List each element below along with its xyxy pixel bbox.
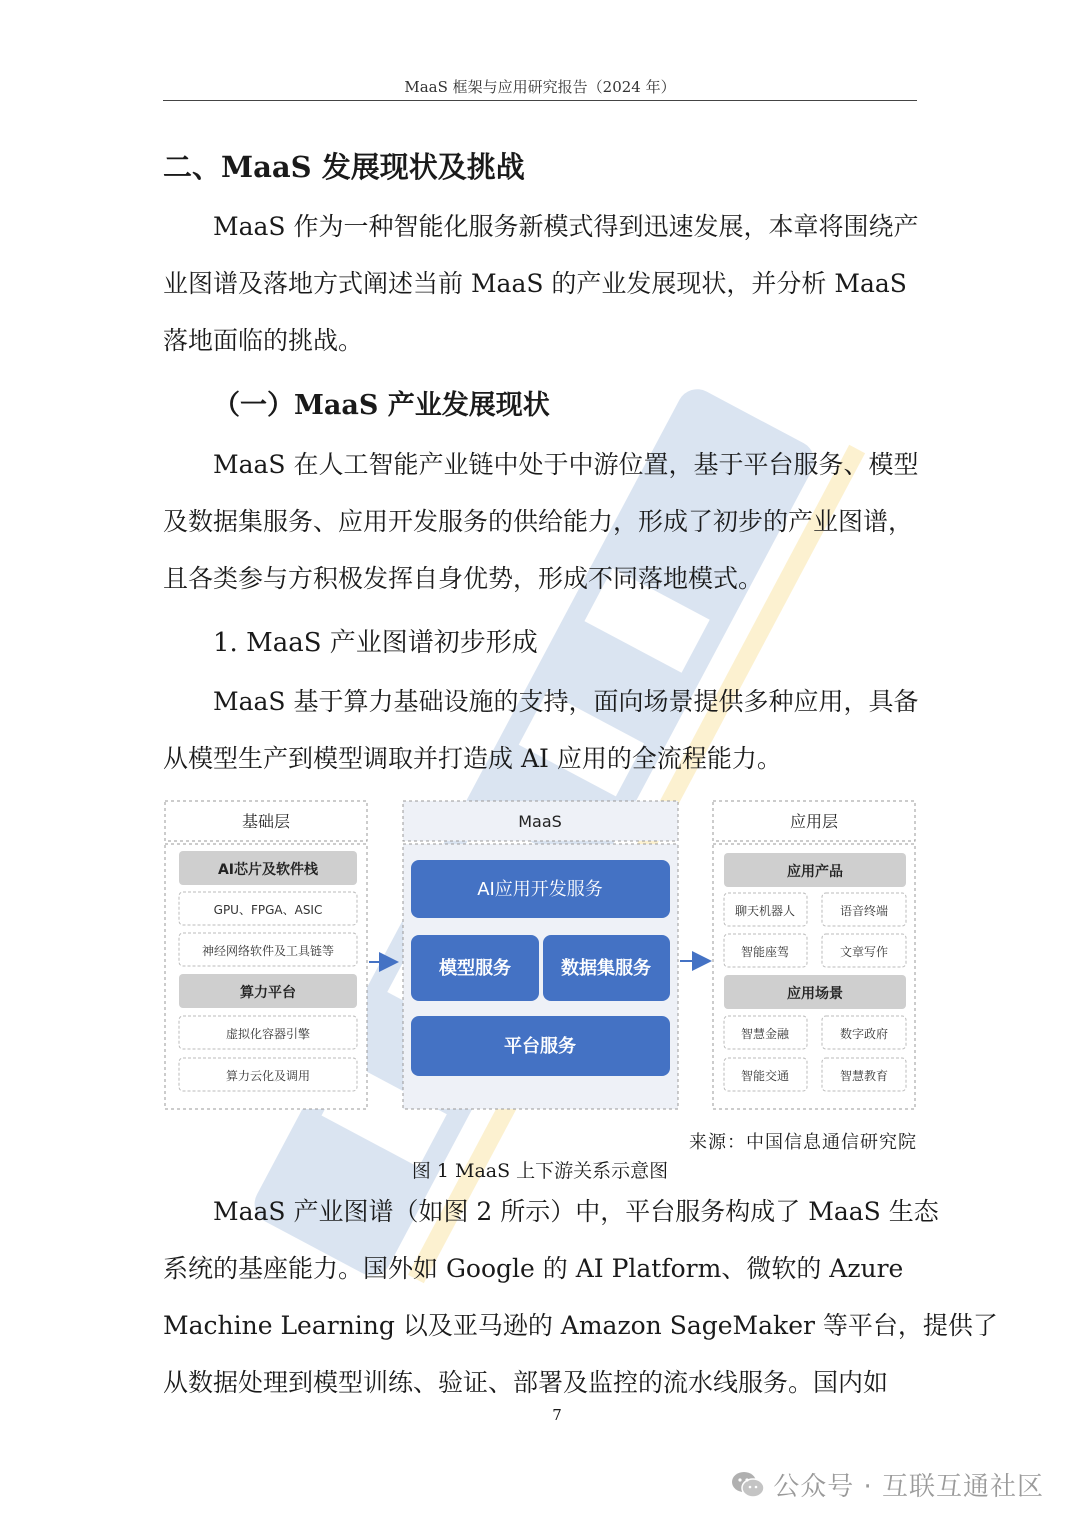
- right-title: 应用层: [789, 812, 839, 831]
- left-item: GPU、FPGA、ASIC: [213, 903, 323, 917]
- left-group2-label: 算力平台: [240, 985, 296, 1001]
- paragraph-1: [163, 198, 917, 369]
- left-item: 虚拟化容器引擎: [225, 1027, 311, 1041]
- text-line: Machine Learning 以及亚马逊的 Amazon SageMaker 等平台，提供了: [163, 1311, 998, 1340]
- left-group1-label: AI芯片及软件栈: [217, 862, 319, 878]
- left-item: 算力云化及调用: [225, 1069, 311, 1083]
- right-group1-label: 应用产品: [787, 864, 843, 880]
- paragraph-2: [163, 436, 917, 607]
- dataset-service-label: 数据集服务: [561, 958, 651, 979]
- right-item: 智能交通: [740, 1069, 790, 1083]
- figure-source: 来源：中国信息通信研究院: [689, 1132, 917, 1153]
- right-group2-label: 应用场景: [787, 986, 843, 1002]
- running-header: MaaS 框架与应用研究报告（2024 年）: [404, 78, 676, 96]
- right-item: 智慧金融: [740, 1027, 790, 1041]
- footer-watermark: [731, 1466, 1044, 1503]
- left-title: 基础层: [241, 812, 291, 831]
- text-line: 业图谱及落地方式阐述当前 MaaS 的产业发展现状，并分析 MaaS: [163, 269, 907, 298]
- middle-title: MaaS: [518, 812, 562, 831]
- text-line: 从数据处理到模型训练、验证、部署及监控的流水线服务。国内如: [163, 1368, 889, 1397]
- ai-app-service-label: AI应用开发服务: [477, 879, 603, 900]
- section-title: 二、MaaS 发展现状及挑战: [163, 150, 525, 184]
- footer-watermark-text: 公众号 · 互联互通社区: [773, 1472, 1044, 1502]
- right-item: 智能座驾: [740, 945, 790, 959]
- text-line: 且各类参与方积极发挥自身优势，形成不同落地模式。: [163, 564, 764, 593]
- text-line: 从模型生产到模型调取并打造成 AI 应用的全流程能力。: [163, 744, 782, 773]
- right-item: 聊天机器人: [734, 904, 796, 918]
- paragraph-3: [163, 673, 917, 787]
- right-item: 数字政府: [839, 1027, 889, 1041]
- text-line: MaaS 产业图谱（如图 2 所示）中，平台服务构成了 MaaS 生态: [213, 1197, 939, 1226]
- right-item: 语音终端: [839, 904, 889, 918]
- paragraph-4: [163, 1183, 998, 1411]
- text-line: 及数据集服务、应用开发服务的供给能力，形成了初步的产业图谱，: [163, 507, 914, 536]
- text-line: 落地面临的挑战。: [163, 326, 364, 355]
- text-line: 系统的基座能力。国外如 Google 的 AI Platform、微软的 Azure: [163, 1254, 904, 1283]
- header-rule: [163, 100, 917, 101]
- right-item: 智慧教育: [839, 1069, 889, 1083]
- text-line: MaaS 作为一种智能化服务新模式得到迅速发展，本章将围绕产: [213, 212, 919, 241]
- wechat-icon: [731, 1470, 765, 1500]
- model-service-label: 模型服务: [439, 958, 511, 979]
- page-number: 7: [552, 1406, 562, 1424]
- figure-caption: 图 1 MaaS 上下游关系示意图: [411, 1160, 669, 1182]
- left-item: 神经网络软件及工具链等: [201, 944, 335, 958]
- right-item: 文章写作: [839, 945, 889, 959]
- text-line: MaaS 在人工智能产业链中处于中游位置，基于平台服务、模型: [213, 450, 919, 479]
- platform-service-label: 平台服务: [504, 1036, 576, 1057]
- subsection-title: （一）MaaS 产业发展现状: [213, 390, 550, 421]
- subsubsection-title: 1. MaaS 产业图谱初步形成: [213, 628, 538, 658]
- maas-diagram: [163, 798, 917, 1112]
- text-line: MaaS 基于算力基础设施的支持，面向场景提供多种应用，具备: [213, 687, 919, 716]
